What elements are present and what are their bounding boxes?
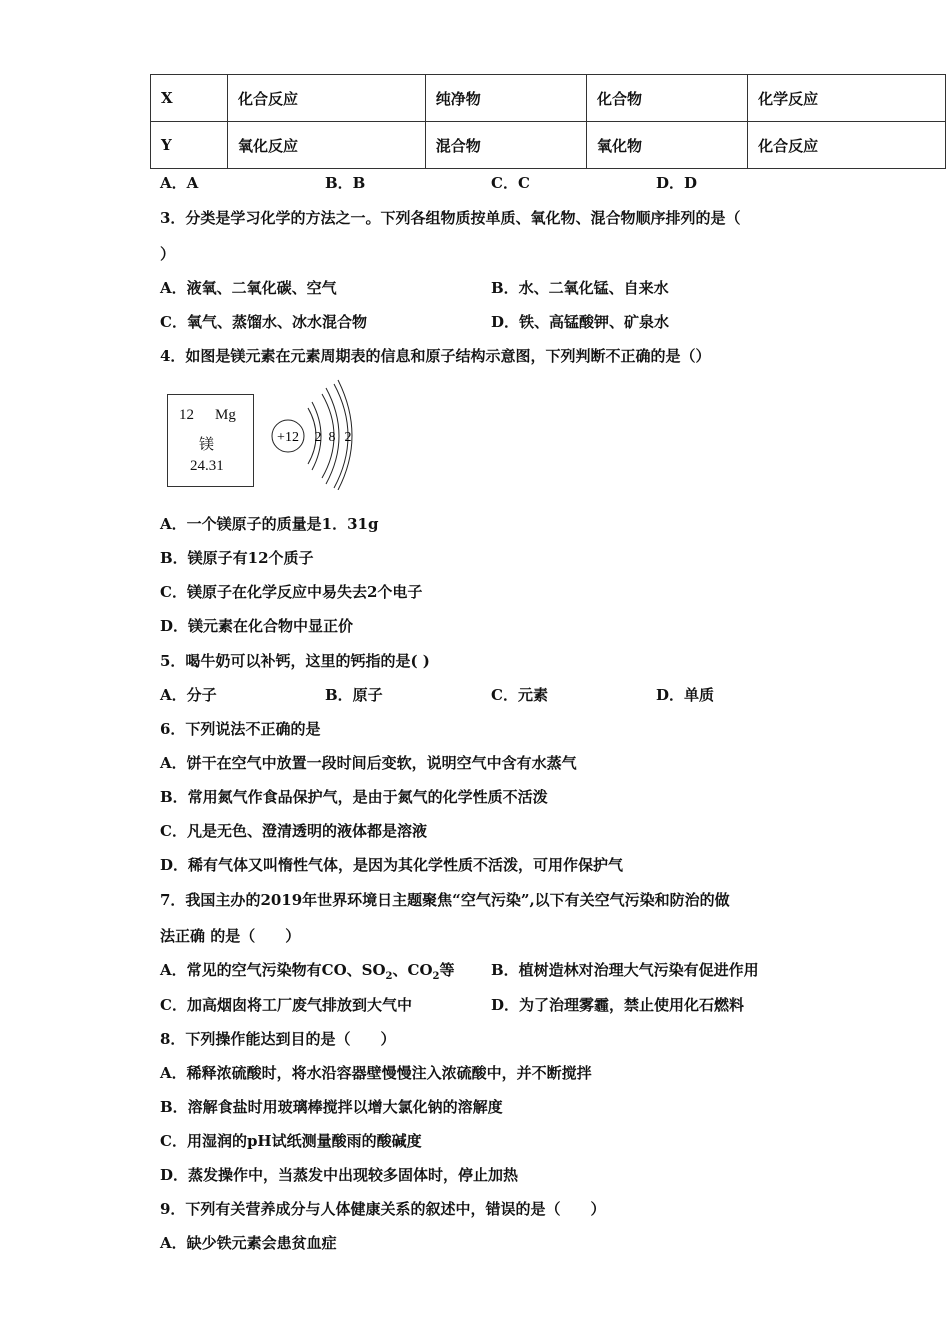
q6-option-b: B．常用氮气作食品保护气，是由于氮气的化学性质不活泼 [160, 788, 548, 806]
shell-1-electrons: 2 [314, 430, 322, 445]
q3-option-d: D．铁、高锰酸钾、矿泉水 [491, 313, 670, 331]
q8-option-c: C．用湿润的pH试纸测量酸雨的酸碱度 [160, 1132, 422, 1150]
classification-table [150, 74, 946, 169]
q8-stem: 8．下列操作能达到目的是（ ） [160, 1030, 396, 1048]
q2-option-b: B．B [325, 174, 366, 192]
q5-option-a: A．分子 [160, 686, 217, 704]
q6-option-d: D．稀有气体又叫惰性气体，是因为其化学性质不活泼，可用作保护气 [160, 856, 624, 874]
q4-option-c: C．镁原子在化学反应中易失去2个电子 [160, 583, 423, 601]
q6-option-c: C．凡是无色、澄清透明的液体都是溶液 [160, 822, 427, 840]
q8-option-d: D．蒸发操作中，当蒸发中出现较多固体时，停止加热 [160, 1166, 519, 1184]
q7-option-d: D．为了治理雾霾，禁止使用化石燃料 [491, 996, 745, 1014]
q5-option-c: C．元素 [491, 686, 548, 704]
atomic-number: 12 [179, 407, 194, 423]
q8-option-b: B．溶解食盐时用玻璃棒搅拌以增大氯化钠的溶解度 [160, 1098, 503, 1116]
q9-option-a: A．缺少铁元素会患贫血症 [160, 1234, 337, 1252]
shell-2-electrons: 8 [328, 430, 336, 445]
q7-option-b: B．植树造林对治理大气污染有促进作用 [491, 961, 759, 979]
q5-option-d: D．单质 [656, 686, 715, 704]
row-label: Y [151, 122, 228, 169]
table-row [151, 122, 946, 169]
table-cell: 纯净物 [425, 75, 586, 122]
q6-option-a: A．饼干在空气中放置一段时间后变软，说明空气中含有水蒸气 [160, 754, 577, 772]
periodic-table-cell [167, 394, 254, 487]
shell-3-electrons: 2 [344, 430, 352, 445]
q7-stem-line2: 法正确 的是（ ） [160, 927, 301, 945]
atomic-mass: 24.31 [190, 458, 224, 474]
q7-option-a: A．常见的空气污染物有CO、$SO_2$、$CO_2$等 [160, 961, 455, 982]
q4-option-d: D．镁元素在化合物中显正价 [160, 617, 354, 635]
q6-stem: 6．下列说法不正确的是 [160, 720, 321, 738]
element-name: 镁 [199, 435, 215, 453]
q2-option-d: D．D [656, 174, 698, 192]
table-cell: 氧化物 [586, 122, 747, 169]
q3-option-a: A．液氧、二氧化碳、空气 [160, 279, 337, 297]
q5-option-b: B．原子 [325, 686, 383, 704]
q4-option-b: B．镁原子有12个质子 [160, 549, 314, 567]
atomic-structure-diagram [268, 378, 364, 490]
table-cell: 化学反应 [748, 75, 946, 122]
q4-stem: 4．如图是镁元素在元素周期表的信息和原子结构示意图，下列判断不正确的是（） [160, 347, 711, 365]
q8-option-a: A．稀释浓硫酸时，将水沿容器壁慢慢注入浓硫酸中，并不断搅拌 [160, 1064, 592, 1082]
q2-option-c: C．C [491, 174, 530, 192]
nucleus-charge: +12 [277, 430, 299, 445]
q3-stem-line2: ） [160, 245, 176, 263]
row-label: X [151, 75, 228, 122]
q3-option-b: B．水、二氧化锰、自来水 [491, 279, 669, 297]
element-symbol: Mg [215, 407, 236, 423]
table-row [151, 75, 946, 122]
table-cell: 氧化反应 [228, 122, 426, 169]
table-cell: 混合物 [425, 122, 586, 169]
q5-stem: 5．喝牛奶可以补钙，这里的钙指的是( ) [160, 652, 430, 670]
q7-stem-line1: 7．我国主办的2019年世界环境日主题聚焦“空气污染”,以下有关空气污染和防治的做 [160, 891, 730, 909]
table-cell: 化合物 [586, 75, 747, 122]
table-cell: 化合反应 [228, 75, 426, 122]
table-cell: 化合反应 [748, 122, 946, 169]
q3-stem-line1: 3．分类是学习化学的方法之一。下列各组物质按单质、氧化物、混合物顺序排列的是（ [160, 209, 741, 227]
q3-option-c: C．氧气、蒸馏水、冰水混合物 [160, 313, 367, 331]
q4-option-a: A．一个镁原子的质量是1．31g [160, 515, 379, 533]
q7-option-c: C．加高烟囱将工厂废气排放到大气中 [160, 996, 412, 1014]
q2-option-a: A．A [160, 174, 199, 192]
q9-stem: 9．下列有关营养成分与人体健康关系的叙述中，错误的是（ ） [160, 1200, 606, 1218]
